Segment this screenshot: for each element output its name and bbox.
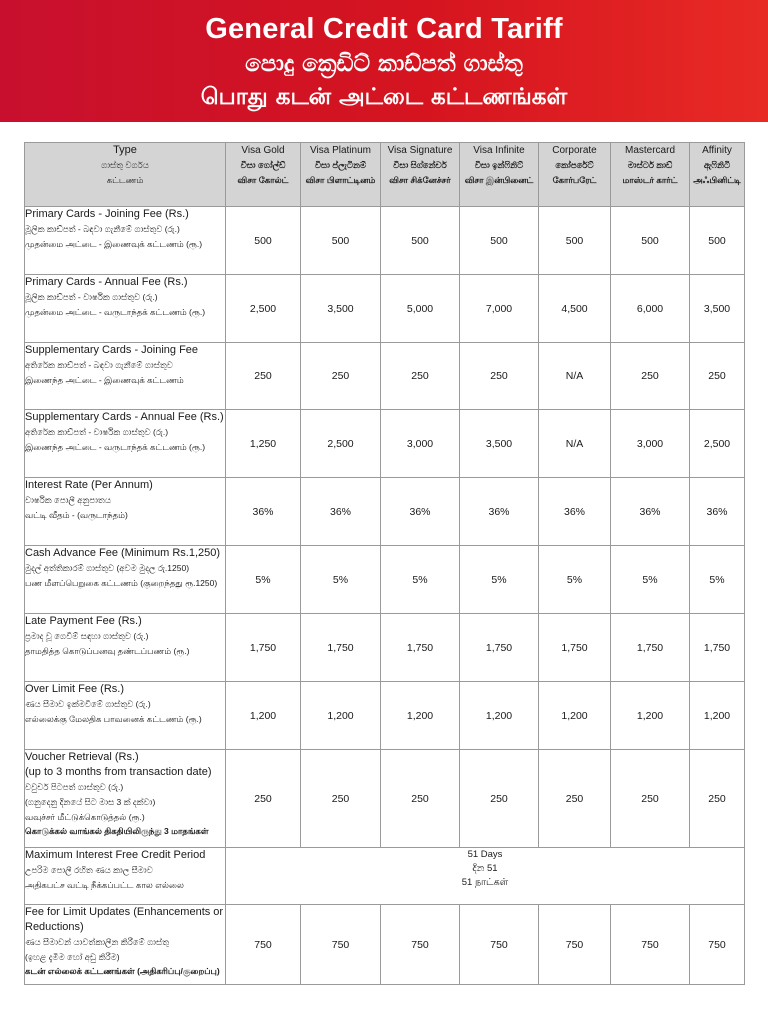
row-label — [25, 275, 226, 343]
value-cell: 250 — [226, 343, 301, 410]
row-label-sinhala: වවුචර් පිටපත් ගාස්තුව (රු.) — [25, 782, 124, 792]
row-label-english: Cash Advance Fee (Minimum Rs.1,250) — [25, 547, 221, 559]
row-label-tamil: தாமதித்த கொடுப்பனவு தண்டப்பணம் (ரூ.) — [25, 646, 190, 656]
value-cell: 500 — [301, 207, 381, 275]
value-cell: 1,200 — [690, 682, 745, 750]
row-label-english: Supplementary Cards - Annual Fee (Rs.) — [25, 411, 224, 423]
row-label — [25, 848, 226, 905]
value-cell: 250 — [460, 343, 539, 410]
value-cell: N/A — [539, 343, 611, 410]
value-cell: 750 — [381, 905, 460, 985]
row-label — [25, 750, 226, 848]
row-label-sinhala: ණය සීමාව ඉක්මවීමේ ගාස්තුව (රු.) — [25, 699, 151, 709]
header-row — [25, 143, 745, 207]
value-cell: 5% — [226, 546, 301, 614]
value-cell: 250 — [301, 343, 381, 410]
value-cell: N/A — [539, 410, 611, 478]
header-banner — [0, 0, 768, 122]
table-row — [25, 343, 745, 410]
value-cell: 36% — [460, 478, 539, 546]
table-row — [25, 848, 745, 905]
value-cell: 3,000 — [611, 410, 690, 478]
value-cell: 750 — [539, 905, 611, 985]
row-label-english: Primary Cards - Annual Fee (Rs.) — [25, 276, 188, 288]
row-label-english: Fee for Limit Updates (Enhancements or Reductions) — [25, 906, 224, 933]
value-cell: 5% — [460, 546, 539, 614]
value-cell: 3,500 — [301, 275, 381, 343]
value-cell: 500 — [539, 207, 611, 275]
value-cell: 2,500 — [226, 275, 301, 343]
value-cell: 5% — [611, 546, 690, 614]
row-label-tamil: முதன்மை அட்டை - வருடாந்தக் கட்டணம் (ரூ.) — [25, 307, 206, 317]
value-cell: 1,750 — [301, 614, 381, 682]
column-header-visa-signature: Visa Signature වීසා සිග්නේචර් விசா சிக்னேச்சர் — [381, 143, 460, 207]
row-label-english-note: (up to 3 months from transaction date) — [25, 766, 212, 778]
value-cell: 36% — [539, 478, 611, 546]
column-header-visa-infinite: Visa Infinite වීසා ඉන්ෆිනිට් விசா இன்பினைட் — [460, 143, 539, 207]
value-cell: 500 — [381, 207, 460, 275]
value-cell: 1,200 — [301, 682, 381, 750]
value-cell: 750 — [611, 905, 690, 985]
row-label — [25, 207, 226, 275]
row-label-english: Maximum Interest Free Credit Period — [25, 849, 206, 861]
value-cell: 6,000 — [611, 275, 690, 343]
row-label-sinhala-note: (ගනුදෙනු දිනයේ සිට මාස 3 ක් දක්වා) — [25, 797, 156, 807]
value-cell: 1,200 — [611, 682, 690, 750]
value-cell: 750 — [460, 905, 539, 985]
value-cell: 36% — [301, 478, 381, 546]
value-cell: 1,750 — [690, 614, 745, 682]
merged-value-line: 51 நாட்கள் — [461, 877, 509, 888]
value-cell: 36% — [611, 478, 690, 546]
row-label — [25, 905, 226, 985]
row-label-sinhala: මුදල් අත්තිකාරම් ගාස්තුව (අවම මුදල රු.1250) — [25, 563, 190, 573]
value-cell: 1,200 — [460, 682, 539, 750]
value-cell: 750 — [301, 905, 381, 985]
table-row — [25, 905, 745, 985]
value-cell: 2,500 — [690, 410, 745, 478]
value-cell: 1,750 — [381, 614, 460, 682]
column-header-corporate: Corporate කෝපරේට් கோர்பரேட் — [539, 143, 611, 207]
row-label-english: Over Limit Fee (Rs.) — [25, 683, 125, 695]
row-label-tamil: வட்டி வீதம் - (வருடாந்தம்) — [25, 510, 128, 520]
row-label-tamil: வவுச்சர் மீட்டுக்கொடுத்தல் (ரூ.) — [25, 812, 145, 822]
table-row — [25, 614, 745, 682]
row-label-sinhala-note: (ඉහළ දැමීම හෝ අඩු කිරීම) — [25, 952, 120, 962]
column-header-type: Type ගාස්තු වර්ගය கட்டணம் — [25, 143, 226, 207]
value-cell: 500 — [226, 207, 301, 275]
row-label-tamil: இணைந்த அட்டை - வருடாந்தக் கட்டணம் (ரூ.) — [25, 442, 206, 452]
value-cell: 250 — [611, 750, 690, 848]
value-cell: 250 — [611, 343, 690, 410]
column-header-visa-platinum: Visa Platinum වීසා ප්ලැටිනම් விசா பிளாட்டினம் — [301, 143, 381, 207]
value-cell: 500 — [460, 207, 539, 275]
row-label-sinhala: අතිරේක කාඩ්පත් - බඳවා ගැනීමේ ගාස්තුව — [25, 360, 173, 370]
row-label-sinhala: ණය සීමාවන් යාවත්කාලීන කිරීමේ ගාස්තු — [25, 937, 169, 947]
column-header-mastercard: Mastercard මාස්ටර් කාඩ් மாஸ்டர் கார்ட் — [611, 143, 690, 207]
title-tamil: பொது கடன் அட்டை கட்டணங்கள் — [200, 84, 568, 110]
value-cell: 250 — [690, 750, 745, 848]
value-cell: 1,200 — [226, 682, 301, 750]
row-label-tamil-note: கொடுக்கல் வாங்கல் திகதியிலிருந்து 3 மாதங்கள் — [25, 826, 209, 836]
value-cell: 36% — [226, 478, 301, 546]
row-label-sinhala: මූලික කාඩ්පත් - වාර්ෂික ගාස්තුව (රු.) — [25, 292, 158, 302]
value-cell: 500 — [690, 207, 745, 275]
table-row — [25, 478, 745, 546]
row-label-tamil: முதன்மை அட்டை - இணைவுக் கட்டணம் (ரூ.) — [25, 239, 203, 249]
table-row — [25, 750, 745, 848]
row-label-sinhala: වාර්ෂික පොලී අනුපාතය — [25, 495, 111, 505]
row-label-english: Interest Rate (Per Annum) — [25, 479, 153, 491]
value-cell: 250 — [539, 750, 611, 848]
tariff-table — [24, 142, 745, 985]
value-cell: 5% — [539, 546, 611, 614]
value-cell: 1,200 — [381, 682, 460, 750]
row-label — [25, 410, 226, 478]
value-cell: 3,000 — [381, 410, 460, 478]
value-cell: 1,750 — [226, 614, 301, 682]
row-label-english: Primary Cards - Joining Fee (Rs.) — [25, 208, 189, 220]
value-cell: 1,750 — [611, 614, 690, 682]
value-cell: 5% — [690, 546, 745, 614]
value-cell: 750 — [690, 905, 745, 985]
row-label-english: Supplementary Cards - Joining Fee — [25, 344, 199, 356]
column-header-affinity: Affinity ඇෆිනිටි அஃபினிட்டி — [690, 143, 745, 207]
value-cell: 5% — [301, 546, 381, 614]
row-label-english: Late Payment Fee (Rs.) — [25, 615, 142, 627]
value-cell: 5,000 — [381, 275, 460, 343]
merged-value-line: 51 Days — [467, 849, 503, 860]
value-cell: 5% — [381, 546, 460, 614]
row-label-tamil: கடன் எல்லைக் கட்டணங்கள் (அதிகரிப்பு/குறைப்பு) — [25, 966, 220, 976]
value-cell: 250 — [381, 343, 460, 410]
column-header-visa-gold: Visa Gold වීසා ගෝල්ඩ් விசா கோல்ட் — [226, 143, 301, 207]
value-cell: 4,500 — [539, 275, 611, 343]
table-row — [25, 275, 745, 343]
value-cell: 1,200 — [539, 682, 611, 750]
merged-value-cell — [226, 848, 745, 905]
value-cell: 3,500 — [460, 410, 539, 478]
title-sinhala: පොදු ක්‍රෙඩිට් කාඩ්පත් ගාස්තු — [245, 51, 523, 77]
value-cell: 500 — [611, 207, 690, 275]
row-label-sinhala: අතිරේක කාඩ්පත් - වාර්ෂික ගාස්තුව (රු.) — [25, 427, 169, 437]
value-cell: 1,750 — [460, 614, 539, 682]
title-english: General Credit Card Tariff — [205, 13, 563, 45]
row-label-sinhala: ප්‍රමාද වූ ගෙවීම් සඳහා ගාස්තුව (රු.) — [25, 631, 149, 641]
value-cell: 2,500 — [301, 410, 381, 478]
value-cell: 7,000 — [460, 275, 539, 343]
value-cell: 250 — [690, 343, 745, 410]
table-row — [25, 546, 745, 614]
row-label — [25, 546, 226, 614]
value-cell: 250 — [460, 750, 539, 848]
table-row — [25, 682, 745, 750]
value-cell: 36% — [381, 478, 460, 546]
value-cell: 1,250 — [226, 410, 301, 478]
row-label-tamil: எல்லைக்கு மேலதிக பாவனைக் கட்டணம் (ரூ.) — [25, 714, 202, 724]
row-label — [25, 682, 226, 750]
value-cell: 750 — [226, 905, 301, 985]
value-cell: 1,750 — [539, 614, 611, 682]
row-label-tamil: இணைந்த அட்டை - இணைவுக் கட்டணம் — [25, 375, 184, 385]
row-label-sinhala: උපරිම පොලී රහිත ණය කාල සීමාව — [25, 865, 153, 875]
merged-value-line: දින 51 — [472, 863, 498, 874]
value-cell: 250 — [381, 750, 460, 848]
table-row — [25, 410, 745, 478]
row-label-tamil: பண மீளப்பெறுகை கட்டணம் (குறைந்தது ரூ.1250) — [25, 578, 218, 588]
row-label — [25, 478, 226, 546]
value-cell: 3,500 — [690, 275, 745, 343]
value-cell: 250 — [226, 750, 301, 848]
row-label-tamil: அதிகபட்ச வட்டி நீக்கப்பட்ட கால எல்லை — [25, 880, 184, 890]
table-row — [25, 207, 745, 275]
value-cell: 36% — [690, 478, 745, 546]
value-cell: 250 — [301, 750, 381, 848]
row-label-english: Voucher Retrieval (Rs.) — [25, 751, 139, 763]
row-label — [25, 343, 226, 410]
row-label-sinhala: මූලික කාඩ්පත් - බඳවා ගැනීමේ ගාස්තුව (රු.) — [25, 224, 180, 234]
row-label — [25, 614, 226, 682]
